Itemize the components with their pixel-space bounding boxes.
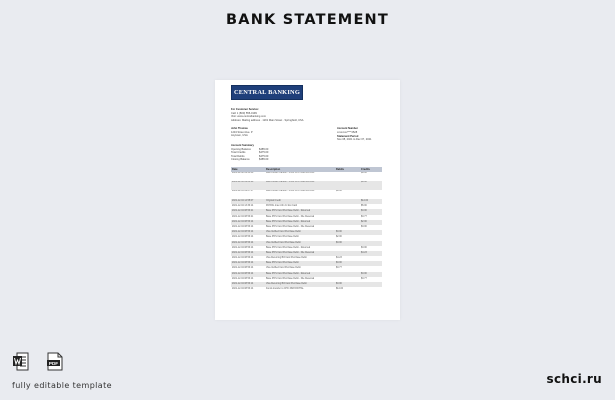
account-number-value: xxxxxxxx****4528 [337,130,358,134]
cell-credit: $8.00 [361,181,367,183]
cell-credit: $2.00 [361,220,367,223]
cell-description: Base POS Card Purchase Debit - File Reversal [266,215,315,218]
cell-date: 2021-12-04 08:53:14 [232,231,254,234]
pdf-icon [47,352,63,371]
cell-date: 2021-12-04 08:53:14 [232,257,254,260]
summary-label: Total Debits [231,154,245,158]
customer-service-line: Address: Mailing address · 1201 Main Street · Springfield, USA [231,118,304,122]
column-header-credits: Credits [361,168,370,171]
cell-description: Base POS Card Purchase Debit - File Reversal [266,225,315,228]
cell-date: 2021-12-04 08:53:14 [232,272,254,275]
cell-description: Visa Verified Card Purchase Debit [266,231,301,234]
cell-credit: $3.77 [361,215,367,218]
statement-period-label: Statement Period [337,134,359,138]
summary-label: Closing Balance [231,158,250,161]
cell-debit: $4.23 [336,257,342,260]
cell-description: Base POS Card Purchase Debit [266,236,299,239]
summary-value: $485.00 [259,158,269,161]
pdf-label: PDF [48,360,59,366]
cell-credit: $3.77 [361,277,367,280]
cell-date: 2021-12-04 08:53:14 [232,288,254,291]
template-caption: fully editable template [12,381,112,390]
cell-credit: $8.00 [361,172,367,174]
cell-description: PAYPAL Inter-Cltn Cr Ext Card [266,205,298,208]
cell-date: 2021-12-04 14:55:07 [232,200,254,202]
cell-date: 2021-12-04 08:53:14 [232,246,254,249]
cell-date: 2021-12-04 08:53:21 [232,215,254,218]
cell-description: Web Funds Transfer - From CHK 4528 PAYPAL [266,190,315,192]
summary-value: $485.00 [259,147,269,151]
column-header-debits: Debits [336,168,344,171]
cell-date: 2021-12-04 08:53:14 [232,267,254,270]
column-header-description: Description [266,168,281,171]
summary-label: Total Credits [231,151,246,154]
account-number-label: Account Number [337,127,358,130]
cell-description: Funds transfer to CHK 4528 PAYPAL [266,288,304,291]
cell-credit: $5.00 [361,205,367,208]
cell-date: 2021-12-04 13:33:14 [232,205,254,208]
page-title: BANK STATEMENT [226,12,389,28]
cell-description: Base POS Card Purchase Debit [266,262,299,265]
summary-label: Opening Balance [231,147,251,151]
cell-description: Visa Recurring Bill Card Purchase Debit [266,257,307,260]
statement-document [215,80,400,320]
cell-date: 2021-12-04 08:53:21 [232,210,254,213]
cell-date: 2021-12-06 09:04:29 [232,181,254,183]
account-holder-address: Anytown, USA [231,134,248,137]
cell-description: Visa Verified Card Purchase Debit [266,241,301,244]
cell-description: Base POS Card Purchase Debit - Returned [266,272,311,275]
customer-service-heading: For Customer Service: [231,108,259,111]
column-header-date: Date [232,168,238,171]
cell-credit: $14.00 [361,200,369,202]
cell-date: 2021-12-04 08:53:14 [232,220,254,223]
transactions-table [231,167,382,292]
cell-debit: $8.00 [336,190,342,192]
cell-debit: $3.00 [336,231,342,234]
bank-logo: CENTRAL BANKING [231,85,303,100]
cell-credit: $4.23 [361,251,367,254]
customer-service-line: Visit: www.centralbanking.com [231,115,266,118]
cell-date: 2021-12-04 08:53:14 [232,225,254,228]
cell-debit: $14.00 [336,288,344,291]
cell-description: Web Funds Transfer - From CHK 4528 PAYPAL [266,172,315,174]
cell-credit [361,190,382,199]
cell-description: Base POS Card Purchase Debit - Returned [266,246,311,249]
cell-debit: $2.00 [336,236,342,239]
cell-description: Base POS Card Purchase Debit - Returned [266,210,311,213]
cell-date: 2021-12-04 08:53:14 [232,262,254,265]
cell-description: Base POS Card Purchase Debit - Returned [266,220,311,223]
table-body [231,172,382,292]
table-row [231,287,382,292]
cell-date: 2021-12-05 09:07:37 [232,190,254,192]
cell-date: 2021-12-04 08:53:14 [232,241,254,244]
account-holder-address: 1234 Street Ave. P [231,130,253,134]
cell-credit: $3.00 [361,210,367,213]
word-doc-icon [13,352,29,371]
cell-date: 2021-12-04 08:53:14 [232,283,254,285]
cell-credit [361,287,382,292]
cell-date: 2021-12-04 08:53:14 [232,277,254,280]
cell-debit [336,181,361,190]
cell-debit: $3.77 [336,267,342,270]
cell-debit [336,172,361,181]
cell-description: Base POS Card Purchase Debit - File Reversal [266,251,315,254]
brand-watermark: schci.ru [546,372,602,386]
cell-debit: $3.00 [336,283,342,285]
cell-date: 2021-12-04 08:53:14 [232,251,254,254]
cell-credit: $3.00 [361,246,367,249]
cell-description: Original Credit [266,200,281,202]
cell-debit: $3.00 [336,241,342,244]
account-holder-name: John Thomas [231,127,248,130]
table-row [231,181,382,190]
cell-description: Base POS Card Purchase Debit - File Reversal [266,277,315,280]
cell-description: Visa Verified Card Purchase Debit [266,267,301,270]
cell-description: Visa Recurring Bill Card Purchase Debit [266,283,307,285]
summary-value: $475.00 [259,151,269,154]
table-row [231,190,382,199]
cell-date: 2021-12-04 08:53:14 [232,236,254,239]
customer-service-line: Call: 1 (800) 555-0199 [231,111,257,115]
statement-period-value: Nov 08, 2021 to Dec 07, 2021 [337,138,372,141]
cell-description: Web Funds Transfer - From CHK 4528 PAYPAL [266,181,315,183]
cell-credit: $3.00 [361,225,367,228]
cell-credit: $3.00 [361,272,367,275]
account-summary-heading: Account Summary [231,144,254,147]
cell-debit: $3.00 [336,262,342,265]
cell-date: 2021-12-08 09:41:09 [232,172,254,174]
table-row [231,172,382,181]
summary-value: $475.00 [259,154,269,158]
